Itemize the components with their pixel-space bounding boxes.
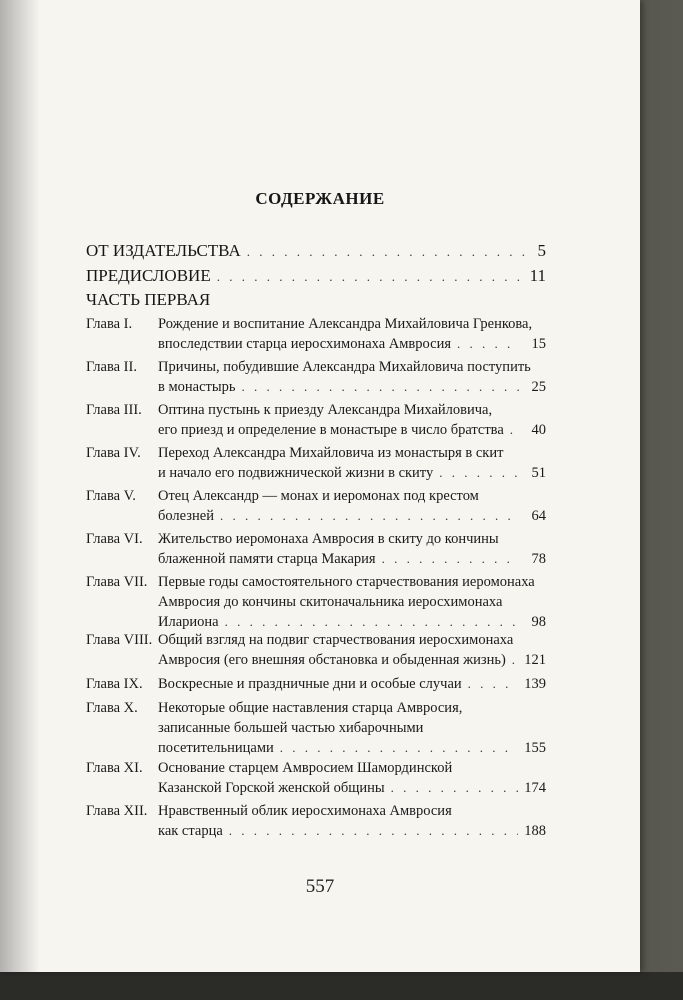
leader-dots <box>225 612 520 632</box>
toc-chapter-8[interactable] <box>86 630 546 670</box>
chapter-label: Глава II. <box>86 359 137 375</box>
toc-chapter-10[interactable] <box>86 698 546 758</box>
chapter-page: 188 <box>524 823 546 839</box>
toc-chapter-7[interactable] <box>86 572 546 632</box>
chapter-page: 40 <box>531 422 546 438</box>
toc-entry-page: 11 <box>529 266 546 285</box>
leader-dots <box>247 244 532 260</box>
page-title: СОДЕРЖАНИЕ <box>255 189 385 208</box>
chapter-title-line: Жительство иеромонаха Амвросия в скиту до кончины <box>158 531 499 547</box>
chapter-title-line: его приезд и определение в монастыре в число братства <box>158 422 504 438</box>
toc-chapter-9[interactable] <box>86 674 546 694</box>
chapter-label: Глава XI. <box>86 760 143 776</box>
chapter-title-line: Некоторые общие наставления старца Амвросия, <box>158 700 463 716</box>
chapter-label: Глава X. <box>86 700 138 716</box>
toc-entry-preface[interactable] <box>86 266 546 286</box>
toc-chapter-12[interactable] <box>86 801 546 841</box>
toc-chapter-6[interactable] <box>86 529 546 569</box>
toc-chapter-11[interactable] <box>86 758 546 798</box>
chapter-label: Глава XII. <box>86 803 148 819</box>
leader-dots <box>280 738 518 758</box>
chapter-title-line: Причины, побудившие Александра Михайловича поступить <box>158 359 531 375</box>
leader-dots <box>468 674 519 694</box>
chapter-title-line: и начало его подвижнической жизни в скиту <box>158 465 434 481</box>
leader-dots <box>217 269 524 285</box>
leader-dots <box>512 650 518 670</box>
chapter-page: 98 <box>531 614 546 630</box>
chapter-page: 174 <box>524 780 546 796</box>
book-bottom-edge <box>0 972 683 1000</box>
chapter-page: 64 <box>531 508 546 524</box>
chapter-title-line: Илариона <box>158 614 219 630</box>
chapter-page: 121 <box>524 652 546 668</box>
chapter-page: 78 <box>531 551 546 567</box>
gutter-shadow <box>0 0 40 972</box>
chapter-title-line: Переход Александра Михайловича из монастыря в скит <box>158 445 504 461</box>
chapter-title-line: болезней <box>158 508 214 524</box>
toc-chapter-3[interactable] <box>86 400 546 440</box>
chapter-title-line: впоследствии старца иеросхимонаха Амвросия <box>158 336 452 352</box>
leader-dots <box>510 420 520 440</box>
toc-chapter-1[interactable] <box>86 314 546 354</box>
chapter-title-line: Оптина пустынь к приезду Александра Михайловича, <box>158 402 493 418</box>
toc-entry-page: 5 <box>537 241 546 260</box>
leader-dots <box>229 821 518 841</box>
chapter-title-line: в монастырь <box>158 379 236 395</box>
chapter-title-line: посетительницами <box>158 740 274 756</box>
chapter-title-line: Основание старцем Амвросием Шамординской <box>158 760 453 776</box>
chapter-label: Глава VII. <box>86 574 148 590</box>
chapter-title-line: Казанской Горской женской общины <box>158 780 385 796</box>
chapter-label: Глава VI. <box>86 531 143 547</box>
toc-entry-publisher[interactable] <box>86 241 546 261</box>
chapter-label: Глава IV. <box>86 445 141 461</box>
chapter-title-line: Нравственный облик иеросхимонаха Амвросия <box>158 803 452 819</box>
chapter-title-line: блаженной памяти старца Макария <box>158 551 376 567</box>
chapter-title-line: Первые годы самостоятельного старчествования иеромонаха <box>158 574 535 590</box>
chapter-title-line: Амвросия до кончины скитоначальника иеросхимонаха <box>158 594 503 610</box>
chapter-title-line: Воскресные и праздничные дни и особые случаи <box>158 676 462 692</box>
leader-dots <box>382 549 520 569</box>
leader-dots <box>439 463 520 483</box>
leader-dots <box>241 377 520 397</box>
chapter-page: 139 <box>524 676 546 692</box>
toc-chapter-2[interactable] <box>86 357 546 397</box>
chapter-title-line: Амвросия (его внешняя обстановка и обыденная жизнь) <box>158 652 506 668</box>
chapter-title-line: Рождение и воспитание Александра Михайловича Гренкова, <box>158 316 533 332</box>
page-number: 557 <box>305 876 335 897</box>
leader-dots <box>220 506 520 526</box>
part-heading: ЧАСТЬ ПЕРВАЯ <box>86 290 211 309</box>
toc-chapter-4[interactable] <box>86 443 546 483</box>
chapter-page: 155 <box>524 740 546 756</box>
toc-chapter-5[interactable] <box>86 486 546 526</box>
chapter-label: Глава I. <box>86 316 133 332</box>
chapter-title-line: как старца <box>158 823 223 839</box>
chapter-page: 51 <box>531 465 546 481</box>
chapter-label: Глава III. <box>86 402 142 418</box>
chapter-title-line: записанные большей частью хибарочными <box>158 720 424 736</box>
chapter-label: Глава VIII. <box>86 632 153 648</box>
chapter-page: 15 <box>531 336 546 352</box>
chapter-title-line: Общий взгляд на подвиг старчествования иеросхимонаха <box>158 632 514 648</box>
toc-entry-label: ПРЕДИСЛОВИЕ <box>86 266 211 285</box>
leader-dots <box>457 334 520 354</box>
chapter-label: Глава IX. <box>86 676 143 692</box>
chapter-title-line: Отец Александр — монах и иеромонах под крестом <box>158 488 479 504</box>
leader-dots <box>391 778 519 798</box>
toc-entry-label: ОТ ИЗДАТЕЛЬСТВА <box>86 241 241 260</box>
chapter-label: Глава V. <box>86 488 136 504</box>
chapter-page: 25 <box>531 379 546 395</box>
